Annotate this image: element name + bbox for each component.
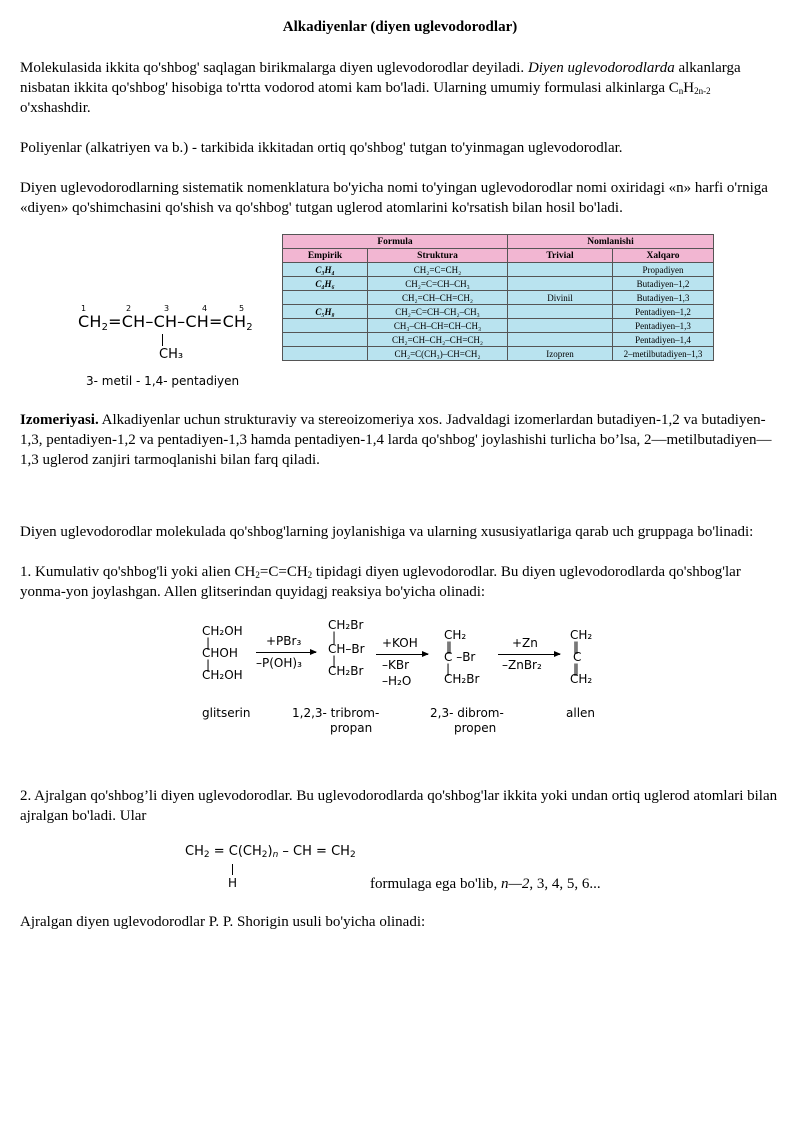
- step2-byproduct-2: –H₂O: [382, 674, 412, 688]
- cell-trivial: Divinil: [508, 291, 613, 305]
- groups-intro-paragraph: Diyen uglevodorodlar molekulada qo'shbog'larning joylanishiga va ularning xususiyatlariga qarab uch gruppaga bo'linadi:: [20, 524, 754, 540]
- intro-text-2: alkanlarga nisbatan ikkita qo'shbog' hisobiga to'rtta vodorod atomi kam bo'ladi. Ularning umumiy formulasi alkinlarga C: [20, 60, 741, 96]
- label-propan: propan: [330, 721, 373, 735]
- cell-empirik: C₄H₆: [283, 277, 368, 291]
- col-xalqaro: Xalqaro: [613, 249, 714, 263]
- intro-end: o'xshashdir.: [20, 100, 91, 116]
- structure-figure: [78, 304, 278, 394]
- cumulative-text-a: 1. Kumulativ qo'shbog'li yoki alien CH: [20, 564, 256, 580]
- tail-n: n—2: [501, 876, 530, 892]
- general-formula: $CH_2 = C(CH_2)_n$ – CH = $CH_2$: [185, 844, 356, 860]
- structure-caption: 3- metil - 1,4- pentadiyen: [86, 374, 240, 388]
- isomerism-heading: Izomeriyasi.: [20, 412, 99, 428]
- step2-reagent: +KOH: [382, 636, 418, 650]
- col-empirik: Empirik: [283, 249, 368, 263]
- formula-hydrogen: H: [228, 876, 238, 890]
- intro-italic: Diyen uglevodorodlarda: [527, 60, 675, 76]
- cumulative-text-c: tipidagi diyen uglevodorodlar. Bu diyen uglevodorodlarda qo'shbog'lar yonma-yon joylashgan. Allen glitserindan quyidagj reaksiya bo'yicha olinadi:: [20, 564, 741, 600]
- cell-trivial: [508, 333, 613, 347]
- cell-xalqaro: Pentadiyen–1,4: [613, 333, 714, 347]
- label-glitserin: glitserin: [202, 706, 251, 720]
- glycerin-3: CH₂OH: [202, 668, 243, 682]
- cell-trivial: [508, 319, 613, 333]
- label-dibrom: 2,3- dibrom-: [430, 706, 504, 720]
- methyl-branch: CH₃: [159, 347, 184, 362]
- atom-number-4: 4: [202, 304, 208, 313]
- document-page: [20, 14, 780, 932]
- formula-sub-n: n: [678, 86, 684, 96]
- tribrom-3: CH₂Br: [328, 664, 364, 678]
- cell-empirik: C₅H₈: [283, 305, 368, 319]
- step3-reagent: +Zn: [512, 636, 538, 650]
- cell-struktura: CH₂=C=CH–CH₃: [368, 277, 508, 291]
- cumulative-paragraph: [20, 562, 780, 602]
- cumulative-sub-2: 2: [307, 570, 313, 580]
- cell-empirik: [283, 319, 368, 333]
- table-row: [283, 277, 714, 291]
- cell-xalqaro: Butadiyen–1,2: [613, 277, 714, 291]
- cell-xalqaro: Butadiyen–1,3: [613, 291, 714, 305]
- branch-bond: [162, 334, 163, 346]
- cell-trivial: [508, 263, 613, 277]
- page-title: Alkadiyenlar (diyen uglevodorodlar): [282, 19, 518, 35]
- cell-xalqaro: Pentadiyen–1,3: [613, 319, 714, 333]
- tail-values: , 3, 4, 5, 6...: [529, 876, 601, 892]
- diene-table: [282, 234, 714, 361]
- cell-xalqaro: Pentadiyen–1,2: [613, 305, 714, 319]
- step1-arrow: [256, 652, 316, 653]
- atom-number-2: 2: [126, 304, 132, 313]
- col-struktura: Struktura: [368, 249, 508, 263]
- table-row: [283, 263, 714, 277]
- table-row: [283, 291, 714, 305]
- allene-1: CH₂: [570, 628, 593, 642]
- cell-struktura: CH₂=CH–CH₂–CH=CH₂: [368, 333, 508, 347]
- step2-byproduct-1: –KBr: [382, 658, 410, 672]
- formula-h: H: [683, 80, 695, 96]
- dibrom-3: CH₂Br: [444, 672, 480, 686]
- cell-struktura: CH₂=CH–CH=CH₂: [368, 291, 508, 305]
- table-row: [283, 347, 714, 361]
- isomerism-paragraph: [20, 410, 780, 470]
- main-chain-formula: CH2=CH–CH–CH=CH2: [78, 312, 253, 333]
- shorigin-paragraph: Ajralgan diyen uglevodorodlar P. P. Shorigin usuli bo'yicha olinadi:: [20, 914, 426, 930]
- conjugated-formula: [20, 838, 780, 898]
- allene-3: CH₂: [570, 672, 593, 686]
- isomerism-text: Alkadiyenlar uchun strukturaviy va stereoizomeriya xos. Jadvaldagi izomerlardan butadiyen-1,2 va butadiyen-1,3, pentadiyen-1,2 va pentadiyen-1,3 hamda pentadiyen-1,4 larda qo'shbog' joylashishi turlicha bo’lsa, 2—metilbutadiyen—1,3 uglerod zanjiri tarmoqlanishi bilan farq qiladi.: [20, 412, 772, 468]
- glycerin-2: CHOH: [202, 646, 238, 660]
- allene-2: C: [573, 650, 582, 664]
- formula-sub-2n: 2n-2: [694, 86, 711, 96]
- step1-reagent: +PBr₃: [266, 634, 302, 648]
- cell-empirik: [283, 291, 368, 305]
- cell-empirik: [283, 333, 368, 347]
- cell-empirik: C₃H₄: [283, 263, 368, 277]
- structure-and-table: [20, 234, 780, 396]
- table-row: [283, 305, 714, 319]
- polyenes-paragraph: Poliyenlar (alkatriyen va b.) - tarkibida ikkitadan ortiq qo'shbog' tutgan to'yinmagan uglevodorodlar.: [20, 140, 623, 156]
- atom-number-3: 3: [164, 304, 170, 313]
- intro-paragraph: [20, 58, 780, 118]
- step3-arrow: [498, 654, 560, 655]
- cell-trivial: [508, 277, 613, 291]
- header-formula: Formula: [283, 235, 508, 249]
- col-trivial: Trivial: [508, 249, 613, 263]
- cell-empirik: [283, 347, 368, 361]
- label-allen: allen: [566, 706, 596, 720]
- allene-reaction-scheme: CH₂OH | CHOH | CH₂OH +PBr₃ –P(OH)₃ CH₂Br | CH–Br | CH₂Br +KOH –KBr –H₂O CH₂ ‖ C –Br | CH₂Br +Zn –ZnBr₂ CH₂ ‖ C ‖ CH₂ glitserin 1,2,3- tribrom- propan 2,3- dibrom- propen allen: [202, 618, 596, 735]
- cumulative-sub-1: 2: [255, 570, 260, 580]
- table-row: [283, 319, 714, 333]
- formula-tail: [370, 876, 601, 893]
- dibrom-1: CH₂: [444, 628, 467, 642]
- glycerin-1: CH₂OH: [202, 624, 243, 638]
- header-nomlanishi: Nomlanishi: [508, 235, 714, 249]
- tail-text: formulaga ega bo'lib,: [370, 876, 501, 892]
- conjugated-paragraph: 2. Ajralgan qo'shbog’li diyen uglevodorodlar. Bu uglevodorodlarda qo'shbog'lar ikkita yoki undan ortiq uglerod atomlari bilan ajralgan bo'ladi. Ular: [20, 788, 778, 824]
- step2-arrow: [376, 654, 428, 655]
- atom-number-1: 1: [81, 304, 87, 313]
- cell-trivial: Izopren: [508, 347, 613, 361]
- cell-trivial: [508, 305, 613, 319]
- dibrom-2: C –Br: [444, 650, 476, 664]
- label-propen: propen: [454, 721, 497, 735]
- atom-number-5: 5: [239, 304, 245, 313]
- cumulative-text-b: =C=CH: [259, 564, 308, 580]
- label-tribrom: 1,2,3- tribrom-: [292, 706, 380, 720]
- cell-xalqaro: 2–metilbutadiyen–1,3: [613, 347, 714, 361]
- tribrom-1: CH₂Br: [328, 618, 364, 632]
- step1-byproduct: –P(OH)₃: [256, 656, 302, 670]
- tribrom-2: CH–Br: [328, 642, 365, 656]
- formula-bond: [232, 864, 233, 875]
- cell-struktura: CH₃–CH–CH=CH–CH₃: [368, 319, 508, 333]
- nomenclature-paragraph: Diyen uglevodorodlarning sistematik nomenklatura bo'yicha nomi to'yingan uglevodorodlar nomi oxiridagi «n» harfi o'rniga «diyen» qo'shimchasini qo'shish va qo'shbog' tutgan uglerod atomlarini ko'rsatish bilan hosil bo'ladi.: [20, 180, 768, 216]
- step3-byproduct: –ZnBr₂: [502, 658, 542, 672]
- cell-struktura: CH₂=C(CH₃)–CH=CH₂: [368, 347, 508, 361]
- cell-struktura: CH₂=C=CH₂: [368, 263, 508, 277]
- intro-text: Molekulasida ikkita qo'shbog' saqlagan birikmalarga diyen uglevodorodlar deyiladi.: [20, 60, 525, 76]
- cell-struktura: CH₂=C=CH–CH₂–CH₃: [368, 305, 508, 319]
- table-row: [283, 333, 714, 347]
- cell-xalqaro: Propadiyen: [613, 263, 714, 277]
